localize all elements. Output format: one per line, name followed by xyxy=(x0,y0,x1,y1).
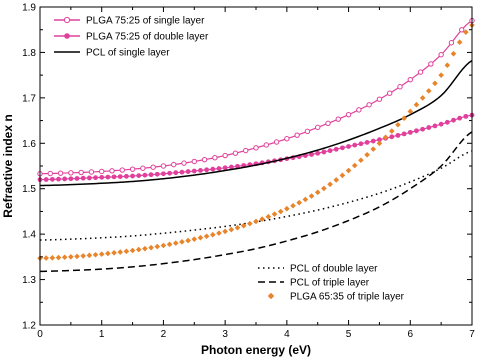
data-point xyxy=(371,139,376,144)
series-3 xyxy=(40,61,472,186)
data-point xyxy=(303,197,309,203)
data-point xyxy=(336,117,340,121)
data-point xyxy=(204,233,210,239)
x-tick-label: 7 xyxy=(469,329,475,340)
data-point xyxy=(352,143,357,148)
data-point xyxy=(284,206,290,212)
data-point xyxy=(457,116,462,121)
data-point xyxy=(213,156,217,160)
data-point xyxy=(352,163,358,169)
series-line xyxy=(40,21,472,174)
data-point xyxy=(130,167,134,171)
data-point xyxy=(105,175,110,180)
data-point xyxy=(180,170,185,175)
data-point xyxy=(161,164,165,168)
series-5 xyxy=(40,132,472,271)
data-point xyxy=(136,247,142,253)
x-tick-label: 6 xyxy=(407,329,414,340)
data-point xyxy=(143,173,148,178)
data-point xyxy=(112,174,117,179)
data-point xyxy=(118,174,123,179)
legend-lower xyxy=(258,264,405,303)
data-point xyxy=(198,235,204,241)
data-point xyxy=(185,238,191,244)
data-point xyxy=(315,151,320,156)
data-point xyxy=(223,165,228,170)
y-tick-label: 1.7 xyxy=(22,93,36,105)
data-point xyxy=(389,128,395,134)
y-tick-label: 1.9 xyxy=(22,2,36,14)
data-point xyxy=(451,51,457,57)
legend-swatch-marker xyxy=(64,17,69,22)
y-axis-title: Refractive index n xyxy=(1,114,15,218)
data-point xyxy=(420,127,425,132)
data-point xyxy=(204,167,209,172)
data-point xyxy=(186,169,191,174)
legend-label: PCL of double layer xyxy=(290,263,378,275)
y-tick-label: 1.3 xyxy=(22,275,36,287)
x-tick-label: 0 xyxy=(37,329,43,340)
data-point xyxy=(357,108,361,112)
legend-swatch-marker xyxy=(268,293,274,299)
legend-entry xyxy=(258,264,378,275)
x-tick-label: 4 xyxy=(284,329,290,340)
data-point xyxy=(44,177,49,182)
data-point xyxy=(418,70,422,74)
data-point xyxy=(449,41,453,45)
data-point xyxy=(358,157,364,163)
data-point xyxy=(50,177,55,182)
data-point xyxy=(172,162,176,166)
data-point xyxy=(321,186,327,192)
data-point xyxy=(117,249,123,255)
legend-swatch-marker xyxy=(64,33,70,39)
data-point xyxy=(56,255,62,261)
series-line xyxy=(40,132,472,271)
y-tick-label: 1.5 xyxy=(22,184,36,196)
x-tick-label: 5 xyxy=(345,329,352,340)
data-point xyxy=(80,253,86,259)
data-point xyxy=(247,221,253,227)
data-point xyxy=(408,130,413,135)
data-point xyxy=(192,169,197,174)
data-point xyxy=(315,190,321,196)
data-point xyxy=(68,176,73,181)
data-point xyxy=(296,200,302,206)
data-point xyxy=(328,148,333,153)
data-point xyxy=(389,134,394,139)
data-point xyxy=(198,168,203,173)
legend-upper xyxy=(54,16,209,59)
data-point xyxy=(155,172,160,177)
data-point xyxy=(68,254,74,260)
data-point xyxy=(432,81,438,87)
data-point xyxy=(388,91,392,95)
data-point xyxy=(233,151,237,155)
data-point xyxy=(365,140,370,145)
data-point xyxy=(321,150,326,155)
data-point xyxy=(377,140,383,146)
data-point xyxy=(414,102,420,108)
data-point xyxy=(429,62,433,66)
data-point xyxy=(217,166,222,171)
data-point xyxy=(99,175,104,180)
data-point xyxy=(216,230,222,236)
legend-entry xyxy=(54,48,170,59)
data-point xyxy=(278,209,284,215)
data-point xyxy=(295,133,299,137)
data-point xyxy=(463,114,468,119)
data-point xyxy=(93,252,99,258)
data-point xyxy=(124,249,130,255)
data-point xyxy=(141,166,145,170)
data-point xyxy=(75,176,80,181)
data-point xyxy=(130,174,135,179)
legend-entry xyxy=(268,292,405,303)
data-point xyxy=(111,250,117,256)
data-point xyxy=(74,254,80,260)
data-point xyxy=(346,112,350,116)
data-point xyxy=(124,174,129,179)
data-point xyxy=(253,219,259,225)
data-point xyxy=(402,132,407,137)
x-tick-label: 1 xyxy=(98,329,105,340)
data-point xyxy=(398,85,402,89)
data-point xyxy=(326,121,330,125)
data-point xyxy=(408,77,412,81)
data-point xyxy=(244,148,248,152)
data-point xyxy=(210,167,215,172)
data-point xyxy=(87,253,93,259)
y-tick-label: 1.2 xyxy=(22,320,36,332)
x-tick-label: 3 xyxy=(222,329,228,340)
data-point xyxy=(62,177,67,182)
data-point xyxy=(161,171,166,176)
data-point xyxy=(433,124,438,129)
data-point xyxy=(43,255,49,261)
data-point xyxy=(254,146,258,150)
legend-label: PLGA 65:35 of triple layer xyxy=(290,291,404,303)
data-point xyxy=(100,169,104,173)
data-point xyxy=(340,145,345,150)
data-point xyxy=(370,146,376,152)
data-point xyxy=(167,242,173,248)
data-point xyxy=(305,129,309,133)
data-point xyxy=(346,144,351,149)
data-point xyxy=(445,62,451,68)
legend-entry xyxy=(258,278,370,289)
x-tick-label: 2 xyxy=(160,329,167,340)
data-point xyxy=(333,177,339,183)
legend-label: PCL of single layer xyxy=(86,47,170,59)
data-point xyxy=(414,128,419,133)
data-point xyxy=(58,171,62,175)
data-point xyxy=(395,122,401,128)
data-point xyxy=(309,193,315,199)
data-point xyxy=(110,169,114,173)
data-point xyxy=(274,140,278,144)
data-point xyxy=(56,177,61,182)
data-point xyxy=(151,165,155,169)
data-point xyxy=(99,251,105,257)
data-point xyxy=(149,172,154,177)
legend-entry xyxy=(54,16,205,27)
legend-entry xyxy=(54,32,209,43)
data-point xyxy=(62,254,68,260)
data-point xyxy=(266,214,272,220)
data-point xyxy=(272,211,278,217)
data-point xyxy=(81,176,86,181)
data-point xyxy=(359,141,364,146)
data-point xyxy=(290,203,296,209)
data-point xyxy=(316,125,320,129)
data-point xyxy=(173,240,179,246)
legend-label: PCL of triple layer xyxy=(290,277,370,289)
data-point xyxy=(154,244,160,250)
data-point xyxy=(48,171,52,175)
data-point xyxy=(426,88,432,94)
data-point xyxy=(445,120,450,125)
data-point xyxy=(223,153,227,157)
data-point xyxy=(142,246,148,252)
series-line xyxy=(40,61,472,186)
data-point xyxy=(210,232,216,238)
data-point xyxy=(264,143,268,147)
data-point xyxy=(438,72,444,78)
data-point xyxy=(367,103,371,107)
data-point xyxy=(136,173,141,178)
x-axis-title: Photon energy (eV) xyxy=(200,343,312,357)
data-point xyxy=(161,243,167,249)
data-point xyxy=(69,171,73,175)
y-tick-label: 1.4 xyxy=(22,229,36,241)
y-tick-label: 1.8 xyxy=(22,47,36,59)
data-point xyxy=(222,229,228,235)
data-point xyxy=(451,118,456,123)
data-point xyxy=(334,147,339,152)
legend-label: PLGA 75:25 of single layer xyxy=(86,15,205,27)
legend-label: PLGA 75:25 of double layer xyxy=(86,31,209,43)
data-point xyxy=(420,95,426,101)
data-point xyxy=(346,168,352,174)
data-point xyxy=(202,157,206,161)
data-point xyxy=(439,53,443,57)
data-point xyxy=(460,28,464,32)
data-point xyxy=(426,125,431,130)
data-point xyxy=(50,255,56,261)
data-point xyxy=(340,173,346,179)
data-point xyxy=(191,236,197,242)
data-point xyxy=(457,39,463,45)
data-point xyxy=(130,248,136,254)
data-point xyxy=(120,168,124,172)
data-point xyxy=(148,245,154,251)
data-point xyxy=(79,170,83,174)
data-point xyxy=(89,170,93,174)
y-tick-label: 1.6 xyxy=(22,138,36,150)
data-point xyxy=(173,170,178,175)
data-point xyxy=(285,137,289,141)
data-point xyxy=(87,176,92,181)
data-point xyxy=(396,133,401,138)
data-point xyxy=(182,161,186,165)
data-point xyxy=(93,175,98,180)
data-point xyxy=(364,152,370,158)
data-point xyxy=(179,239,185,245)
data-point xyxy=(105,251,111,257)
data-point xyxy=(167,171,172,176)
data-point xyxy=(229,227,235,233)
data-point xyxy=(192,159,196,163)
data-point xyxy=(235,225,241,231)
data-point xyxy=(377,97,381,101)
data-point xyxy=(327,181,333,187)
data-point xyxy=(439,122,444,127)
